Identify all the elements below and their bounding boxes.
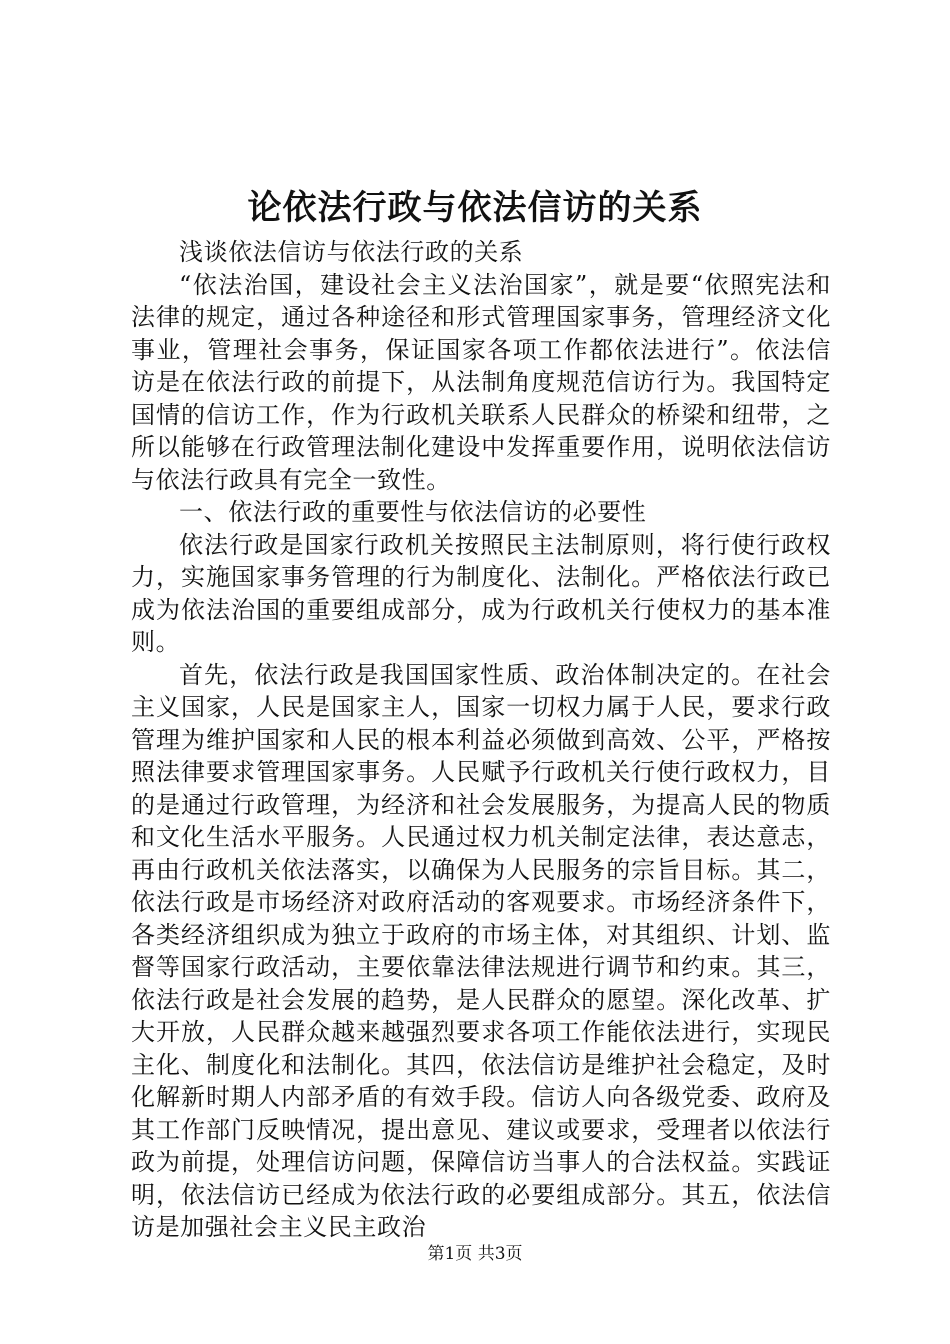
page-footer: 第1页 共3页 <box>427 1244 523 1264</box>
document-title: 论依法行政与依法信访的关系 <box>247 188 703 228</box>
intro-paragraph: “依法治国，建设社会主义法治国家”，就是要“依照宪法和法律的规定，通过各种途径和形式管理国家事务，管理经济文化事业，管理社会事务，保证国家各项工作都依法进行”。依法信访是在依法行政的前提下，从法制角度规范信访行为。我国特定国情的信访工作，作为行政机关联系人民群众的桥梁和纽带，之所以能够在行政管理法制化建设中发挥重要作用，说明依法信访与依法行政具有完全一致性。 <box>131 270 831 494</box>
body-paragraph: 依法行政是国家行政机关按照民主法制原则，将行使行政权力，实施国家事务管理的行为制度化、法制化。严格依法行政已成为依法治国的重要组成部分，成为行政机关行使权力的基本准则。 <box>131 530 831 656</box>
subtitle-paragraph: 浅谈依法信访与依法行政的关系 <box>179 238 524 266</box>
section-heading: 一、依法行政的重要性与依法信访的必要性 <box>179 498 647 526</box>
document-body <box>131 236 831 1244</box>
body-paragraph: 首先，依法行政是我国国家性质、政治体制决定的。在社会主义国家，人民是国家主人，国家一切权力属于人民，要求行政管理为维护国家和人民的根本利益必须做到高效、公平，严格按照法律要求管理国家事务。人民赋予行政机关行使行政权力，目的是通过行政管理，为经济和社会发展服务，为提高人民的物质和文化生活水平服务。人民通过权力机关制定法律，表达意志，再由行政机关依法落实，以确保为人民服务的宗旨目标。其二，依法行政是市场经济对政府活动的客观要求。市场经济条件下，各类经济组织成为独立于政府的市场主体，对其组织、计划、监督等国家行政活动，主要依靠法律法规进行调节和约束。其三，依法行政是社会发展的趋势，是人民群众的愿望。深化改革、扩大开放，人民群众越来越强烈要求各项工作能依法进行，实现民主化、制度化和法制化。其四，依法信访是维护社会稳定，及时化解新时期人内部矛盾的有效手段。信访人向各级党委、政府及其工作部门反映情况，提出意见、建议或要求，受理者以依法行政为前提，处理信访问题，保障信访当事人的合法权益。实践证明，依法信访已经成为依法行政的必要组成部分。其五，依法信访是加强社会主义民主政治 <box>131 660 831 1241</box>
